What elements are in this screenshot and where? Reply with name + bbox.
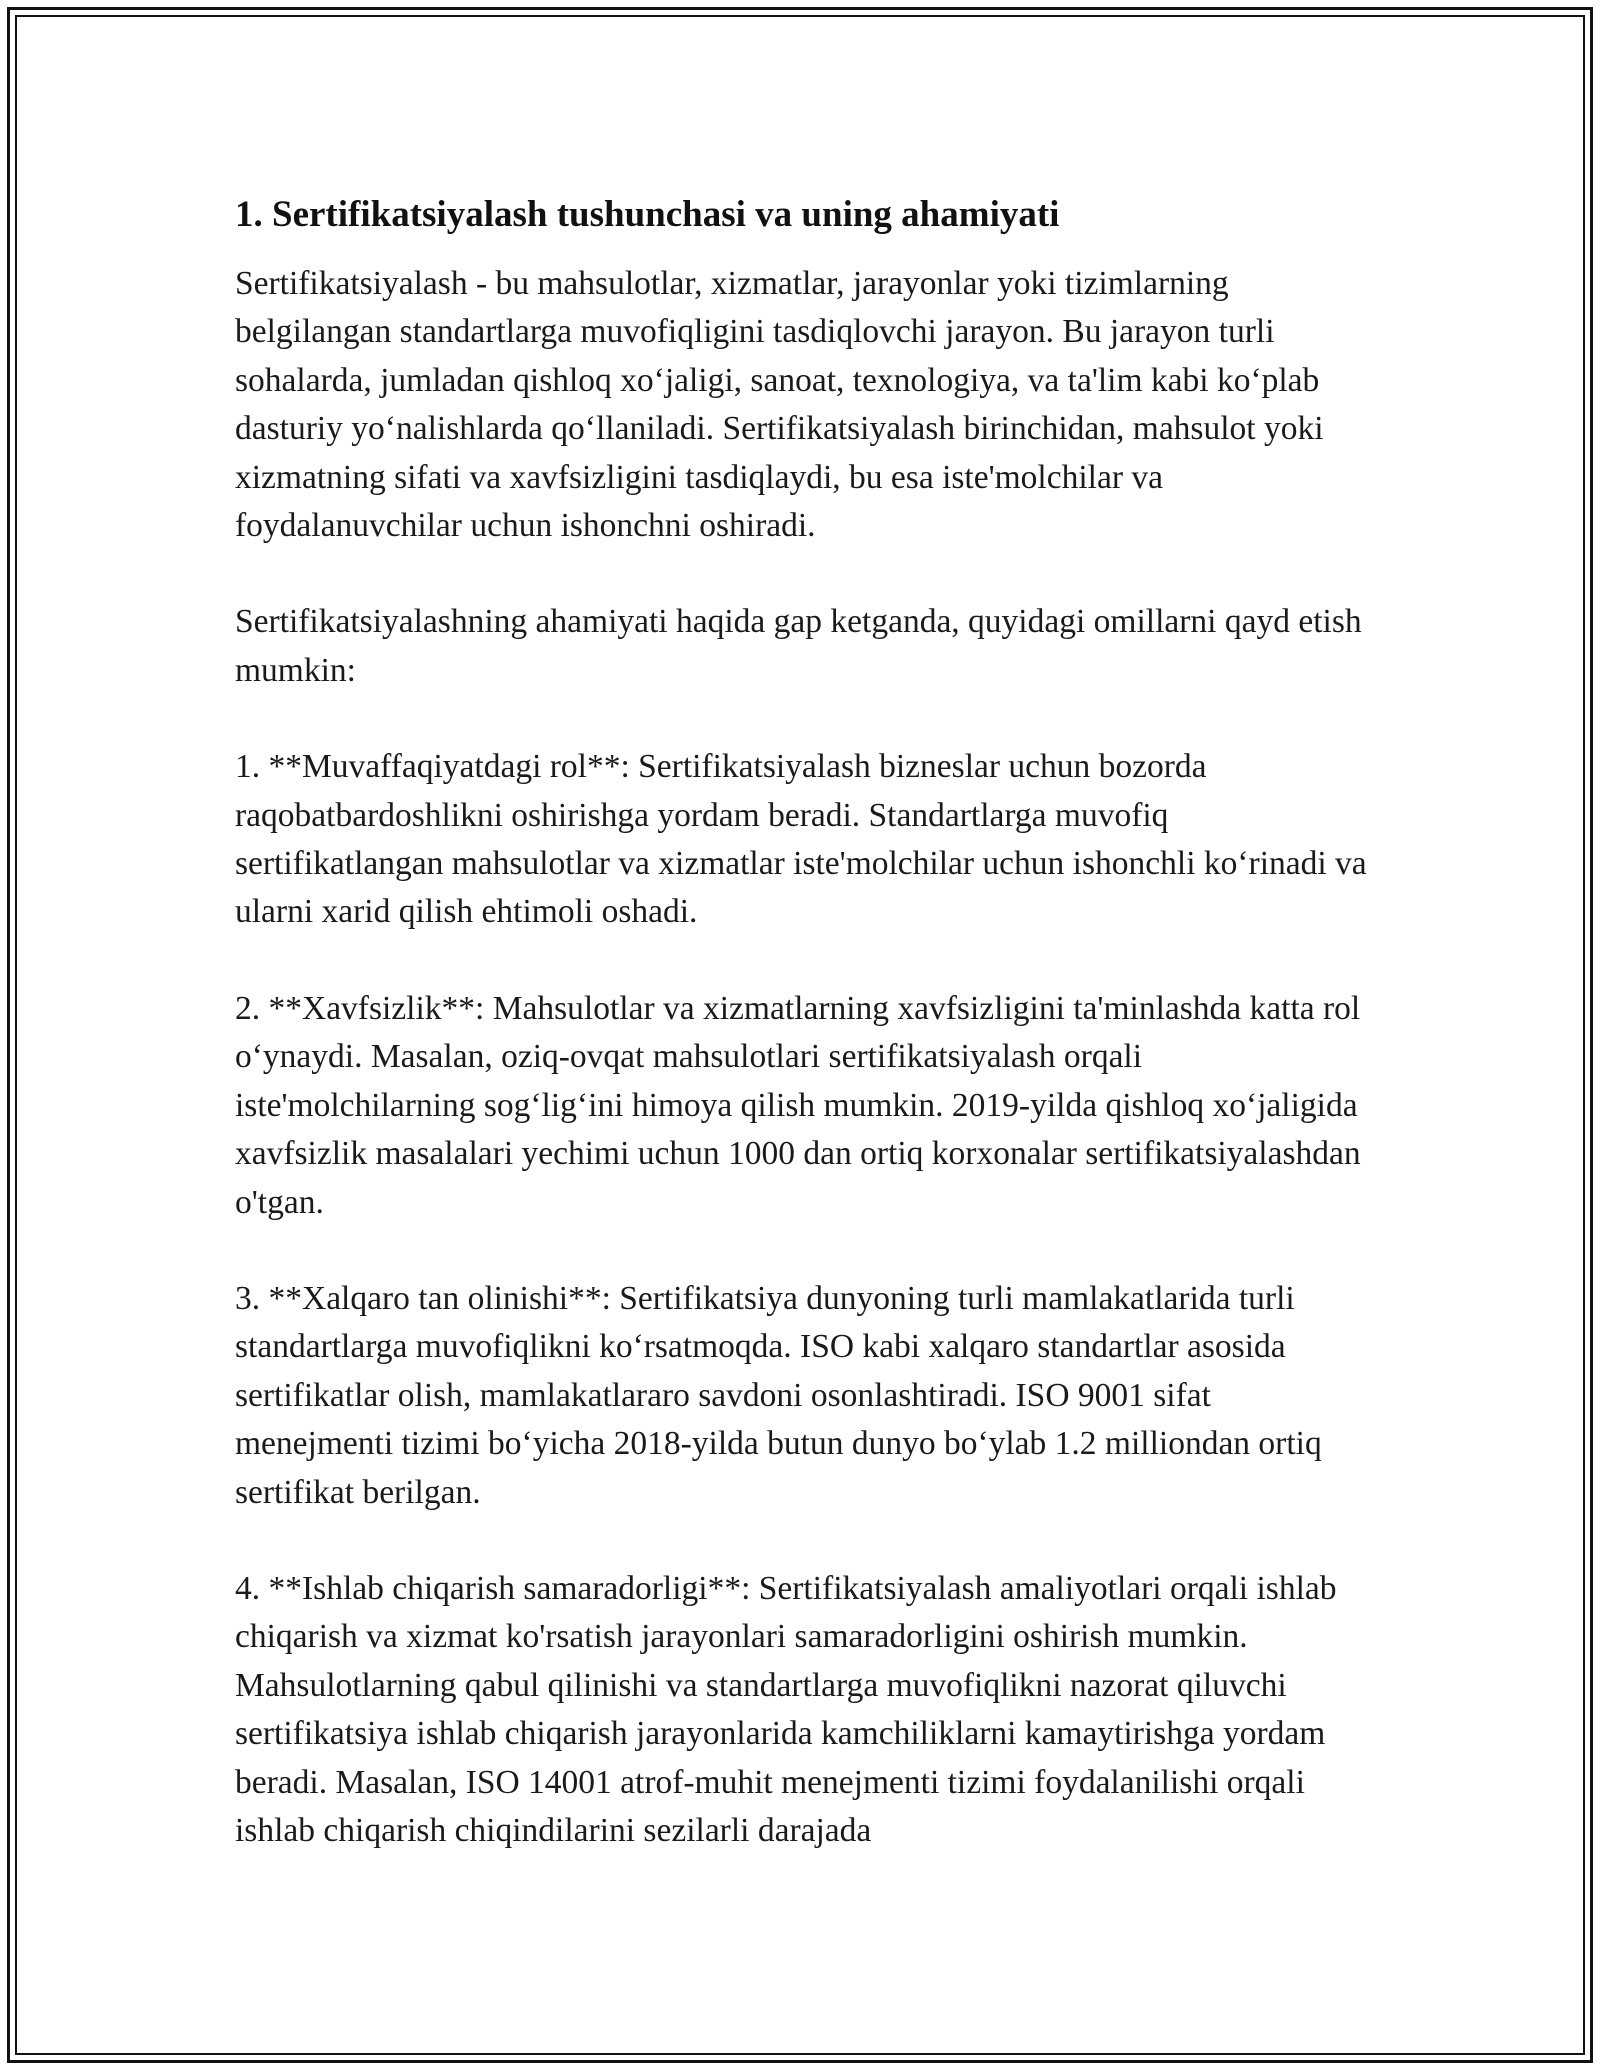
section-heading: 1. Sertifikatsiyalash tushunchasi va uning ahamiyati [235, 194, 1060, 235]
paragraph-definition: Sertifikatsiyalash - bu mahsulotlar, xizmatlar, jarayonlar yoki tizimlarning belgilangan standartlarga muvofiqligini tasdiqlovchi jarayon. Bu jarayon turli sohalarda, jumladan qishloq xoʻjaligi, sanoat, texnologiya, va ta'lim kabi koʻplab dasturiy yoʻnalishlarda qoʻllaniladi. Sertifikatsiyalash birinchidan, mahsulot yoki xizmatning sifati va xavfsizligini tasdiqlaydi, bu esa iste'molchilar va foydalanuvchilar uchun ishonchni oshiradi. [235, 265, 1324, 545]
paragraph-item-1: 1. **Muvaffaqiyatdagi rol**: Sertifikatsiyalash bizneslar uchun bozorda raqobatbardoshlikni oshirishga yordam beradi. Standartlarga muvofiq sertifikatlangan mahsulotlar va xizmatlar iste'molchilar uchun ishonchli koʻrinadi va ularni xarid qilish ehtimoli oshadi. [235, 748, 1367, 931]
paragraph-importance-intro: Sertifikatsiyalashning ahamiyati haqida gap ketganda, quyidagi omillarni qayd etish mumkin: [235, 603, 1362, 689]
paragraph-item-4: 4. **Ishlab chiqarish samaradorligi**: Sertifikatsiyalash amaliyotlari orqali ishlab chiqarish va xizmat ko'rsatish jarayonlari samaradorligini oshirish mumkin. Mahsulotlarning qabul qilinishi va standartlarga muvofiqlikni nazorat qiluvchi sertifikatsiya ishlab chiqarish jarayonlarida kamchiliklarni kamaytirishga yordam beradi. Masalan, ISO 14001 atrof-muhit menejmenti tizimi foydalanilishi orqali ishlab chiqarish chiqindilarini sezilarli darajada [235, 1569, 1337, 1849]
paragraph-item-2: 2. **Xavfsizlik**: Mahsulotlar va xizmatlarning xavfsizligini ta'minlashda katta rol oʻynaydi. Masalan, oziq-ovqat mahsulotlari sertifikatsiyalash orqali iste'molchilarning sogʻligʻini himoya qilish mumkin. 2019-yilda qishloq xoʻjaligida xavfsizlik masalalari yechimi uchun 1000 dan ortiq korxonalar sertifikatsiyalashdan o'tgan. [235, 989, 1361, 1221]
paragraph-item-3: 3. **Xalqaro tan olinishi**: Sertifikatsiya dunyoning turli mamlakatlarida turli standartlarga muvofiqlikni koʻrsatmoqda. ISO kabi xalqaro standartlar asosida sertifikatlar olish, mamlakatlararo savdoni osonlashtiradi. ISO 9001 sifat menejmenti tizimi boʻyicha 2018-yilda butun dunyo boʻylab 1.2 milliondan ortiq sertifikat berilgan. [235, 1279, 1322, 1511]
document-body [235, 188, 1375, 1903]
